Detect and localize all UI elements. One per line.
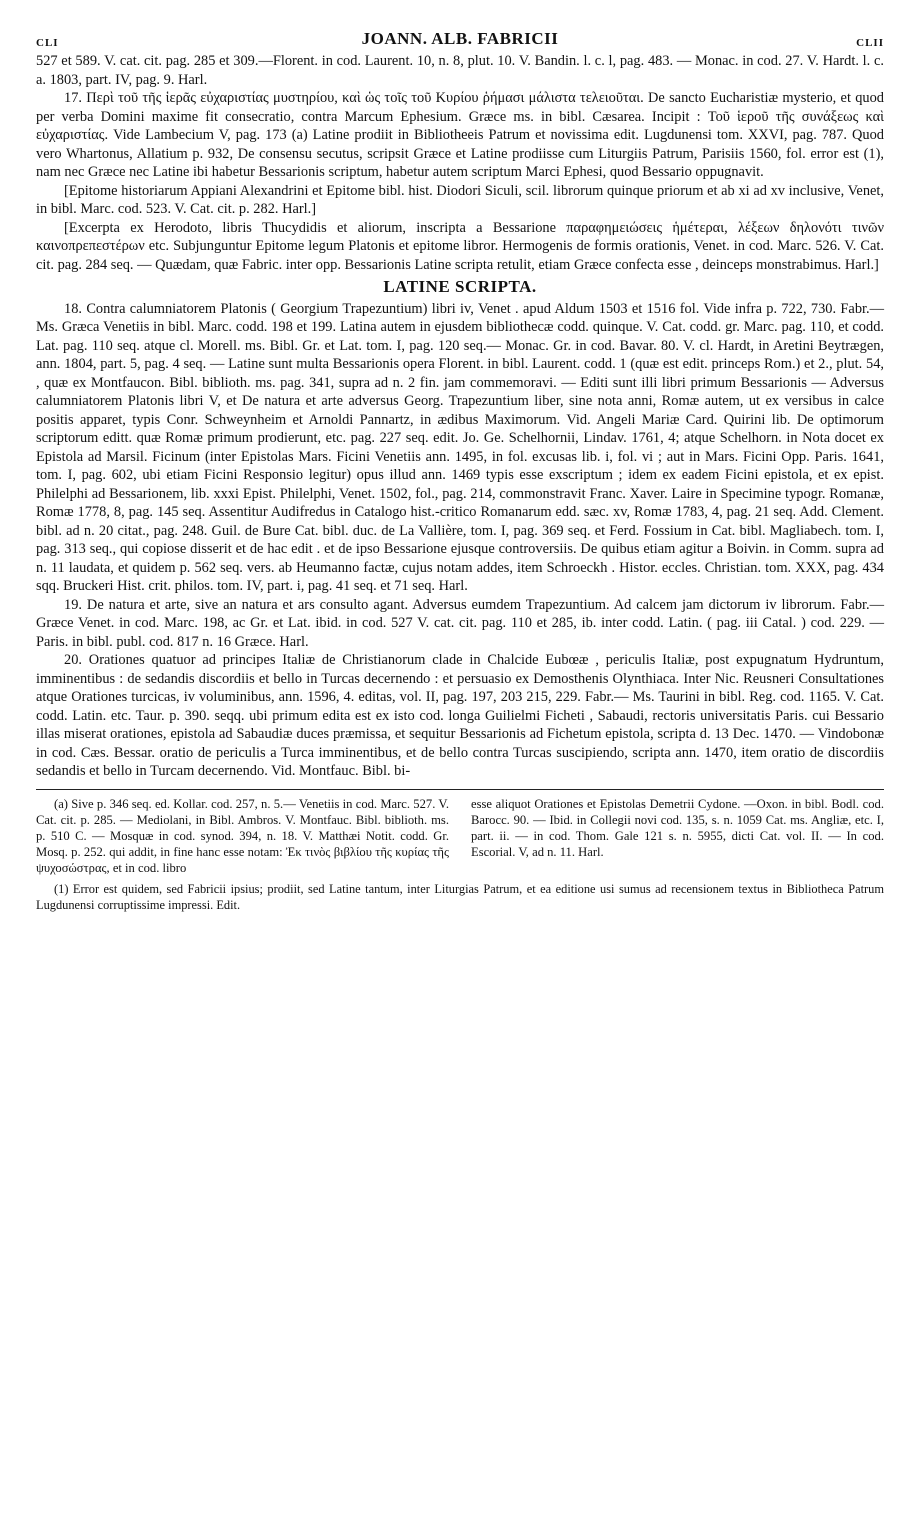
paragraph-epitome: [Epitome historiarum Appiani Alexandrini et Epitome bibl. hist. Diodori Siculi, scil. librorum quinque priorum et ab xi ad xv inclusive, Venet, in bibl. Marc. cod. 523. V. Cat. cit. p. 282. Harl.] xyxy=(36,182,884,217)
main-text xyxy=(36,52,884,781)
paragraph-item-19: 19. De natura et arte, sive an natura et ars consulto agant. Adversus eumdem Trapezuntium. Ad calcem jam dictorum iv librorum. Fabr.— Græce Venet. in cod. Marc. 198, ac Gr. et Lat. ibid. in cod. 527 V. cat. cit. pag. 110 et 285, ib. inter codd. Latin. ( pag. iii Catal. ) cod. 229. — Paris. in bibl. publ. cod. 817 n. 16 Græce. Harl. xyxy=(36,596,884,650)
running-header xyxy=(36,30,884,52)
paragraph-item-17: 17. Περὶ τοῦ τῆς ἱερᾶς εὐχαριστίας μυστηρίου, καὶ ὡς τοῖς τοῦ Κυρίου ῥήμασι μάλιστα τελειοῦται. De sancto Eucharistiæ mysterio, et quod per verba Domini maxime fit consecratio, contra Marcum Ephesium. Græce ms. in bibl. Cæsarea. Incipit : Τοῦ ἱεροῦ τῆς συνάξεως καὶ εὐχαριστίας. Vide Lambecium V, pag. 173 (a) Latine prodiit in Bibliotheeis Patrum et novissima edit. Lugdunensi tom. XXVI, pag. 787. Quod vero Whartonus, Allatium p. 932, De consensu secutus, scripsit Græce et Latine prodiisse cum Liturgiis Patrum, Parisiis 1560, fol. error est (1), nam nec Græce nec Latine ibi habetur Bessarionis scriptum, habetur autem scriptum Marci Ephesi, quod Bessario oppugnavit. xyxy=(36,90,884,180)
paragraph-excerpta: [Excerpta ex Herodoto, libris Thucydidis et aliorum, inscripta a Bessarione παραφημειώσεις ἡμέτεραι, λέξεων δηλονότι τινῶν καινοπρεπεστέρων etc. Subjunguntur Epitome legum Platonis et epitome libror. Hermogenis de formis orationis, Venet. in cod. Marc. 526. V. Cat. cit. pag. 284 seq. — Quædam, quæ Fabric. inter opp. Bessarionis Latine scripta retulit, etiam Græce confecta esse , deinceps monstrabimus. Harl.] xyxy=(36,219,884,273)
paragraph-item-18: 18. Contra calumniatorem Platonis ( Georgium Trapezuntium) libri iv, Venet . apud Aldum 1503 et 1516 fol. Vide infra p. 722, 730. Fabr.— Ms. Græca Venetiis in bibl. Marc. codd. 198 et 199. Latina autem in ejusdem bibliothecæ codd. quinque. V. Cat. codd. gr. Marc. pag. 110, et codd. Lat. pag. 110 seq. atque cl. Morell. ms. Bibl. Gr. et Lat. tom. I, pag. 120 seq.— Monac. Gr. in cod. Bavar. 80. V. cl. Hardt, in Aretini Beytrægen, ann. 1804, part. 5, pag. 4 seq. — Latine sunt multa Bessarionis opera Florent. in bibl. Laurent. codd. 1 (quæ est edit. princeps Rom.) et 2., plut. 54, , quæ ex Montfaucon. Bibl. biblioth. ms. pag. 341, supra ad n. 2 fin. jam commemoravi. — Editi sunt illi libri primum Bessarionis — Adversus calumniatorem Platonis libri V, et De natura et arte adversus Georg. Trapezuntium liber, sine nota anni, Romæ autem, ut ex versibus in calce positis apparet, typis Conr. Schweynheim et Arnoldi Pannartz, in ædibus Maximorum. Vid. Angeli Mariæ Card. Quirini lib. De optimorum scriptorum editt. quæ Romæ primum prodierunt, etc. pag. 227 seq. edit. Jo. Ge. Schelhornii, Lindav. 1761, 4; atque Schelhorn. in Nota docet ex Epistola ad Marsil. Ficinum (inter Epistolas Mars. Ficini Venetiis ann. 1495, in fol. excusas lib. i, fol. vi ; aut in Mars. Ficini Opp. Paris. 1641, tom. I, pag. 602, ubi etiam Ficini Responsio legitur) opus illud ann. 1469 typis esse exscriptum ; idem ex eadem Ficini epistola, et ex epist. Philelphi ad Bessarionem, lib. xxxi Epist. Philelphi, Venet. 1502, fol., pag. 214, commonstravit Franc. Xaver. Laire in Specimine typogr. Romanæ, Romæ 1778, 8, pag. 145 seq. Assentitur Audifredus in Catalogo hist.-critico Romanarum edd. sæc. xv, Romæ 1783, 4, pag. 21 seq. Add. Clement. bibl. ad n. 20 citat., pag. 248. Guil. de Bure Cat. bibl. duc. de La Vallière, tom. I, pag. 369 seq. et Ferd. Fossium in Cat. bibl. Magliabech. tom. I, pag. 313 seq., qui copiose disserit et de hac edit . et de ipso Bessarione ejusque controversiis. De quibus etiam agitur a Boivin. in Comm. supra ad n. 11 laudata, et quidem p. 562 seq. vers. ab Heumanno factæ, cujus notam addes, item Schroeckh . Histor. eccles. Christian. tom. XXX, pag. 434 sqq. Bruckeri Hist. crit. philos. tom. IV, part. i, pag. 41 seq. et 71 seq. Harl. xyxy=(36,300,884,594)
paragraph-continuation: 527 et 589. V. cat. cit. pag. 285 et 309.—Florent. in cod. Laurent. 10, n. 8, plut. 10. V. Bandin. l. c. l, pag. 483. — Monac. in cod. 27. V. Hardt. l. c. a. 1803, part. IV, pag. 9. Harl. xyxy=(36,53,884,88)
page-number-left: CLI xyxy=(36,37,59,49)
footnotes xyxy=(36,796,884,877)
running-title: JOANN. ALB. FABRICII xyxy=(361,29,559,48)
footnote-a-continued: esse aliquot Orationes et Epistolas Demetrii Cydone. —Oxon. in bibl. Bodl. cod. Barocc. 90. — Ibid. in Collegii novi cod. 135, s. n. 1059 Cat. ms. Angliæ, etc. I, part. ii. — in cod. Thom. Gale 121 s. n. 5955, dicti Cat. vol. II. — In cod. Escorial. V, ad n. 11. Harl. xyxy=(471,796,884,860)
footnote-column-left xyxy=(36,796,449,877)
footnote-divider xyxy=(36,789,884,790)
editor-note xyxy=(36,881,884,913)
paragraph-item-20: 20. Orationes quatuor ad principes Italiæ de Christianorum clade in Chalcide Eubœæ , periculis Italiæ, post expugnatum Hydruntum, imminentibus : de sedandis discordiis et bello in Turcas decernendo : et persuasio ex Demosthenis Olynthiaca. Inter Nic. Reusneri Consultationes atque Orationes turcicas, iv voluminibus, ann. 1596, 4. editas, vol. II, pag. 197, 203 215, 229. Fabr.— Ms. Taurini in bibl. Reg. cod. 1165. V. Cat. codd. Latin. etc. Taur. p. 390. seqq. ubi primum edita est ex isto cod. longa Guilielmi Ficheti , Sabaudi, rectoris universitatis Paris. cui Bessario illas miserat orationes, epistola ad Sabaudiæ duces præmissa, et sequitur Bessarionis ad Fichetum epistola, scripta d. 13 Dec. 1470. — Vindobonæ in cod. Cæs. Bessar. oratio de periculis a Turca imminentibus, et de bello contra Turcas suscipiendo, scripta ann. 1470, item oratio de discordiis sedandis et bello in Turcam decernendo. Vid. Montfauc. Bibl. bi- xyxy=(36,652,884,779)
footnote-a: (a) Sive p. 346 seq. ed. Kollar. cod. 257, n. 5.— Venetiis in cod. Marc. 527. V. Cat. cit. p. 285. — Mediolani, in Bibl. Ambros. V. Montfauc. Bibl. biblioth. ms. p. 510 C. — Mosquæ in cod. synod. 394, n. 18. V. Matthæi Notit. codd. Gr. Mosq. p. 252. qui addit, in fine hanc esse notam: Ἐκ τινὸς βιβλίου τῆς κυρίας τῆς ψυχοσώστρας, et in cod. libro xyxy=(36,796,449,876)
footnote-1: (1) Error est quidem, sed Fabricii ipsius; prodiit, sed Latine tantum, inter Liturgias Patrum, et ea editione usi sumus ad recensionem textus in Bibliotheca Patrum Lugdunensi corruptissime impressi. Edit. xyxy=(36,881,884,912)
footnote-column-right xyxy=(471,796,884,877)
section-heading: LATINE SCRIPTA. xyxy=(383,277,537,296)
page-number-right: CLII xyxy=(856,37,884,49)
